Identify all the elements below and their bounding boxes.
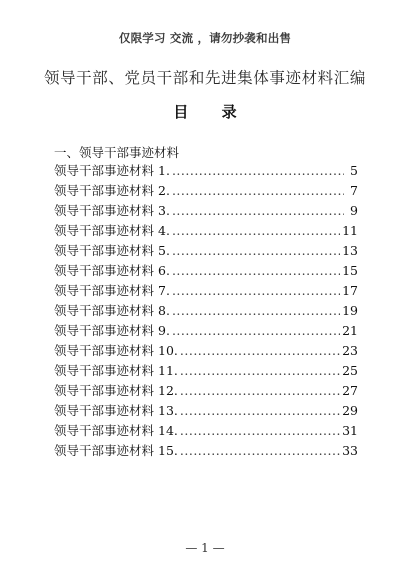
toc-dot-leader	[172, 323, 340, 338]
toc-dot-leader	[172, 203, 344, 218]
toc-entry-page: 11	[342, 223, 358, 238]
toc-entry-number: 6.	[158, 263, 170, 278]
toc-entry-label: 领导干部事迹材料	[54, 263, 155, 278]
toc-entry-label: 领导干部事迹材料	[54, 303, 155, 318]
toc-dot-leader	[172, 183, 344, 198]
toc-entry-number: 11.	[158, 363, 178, 378]
table-of-contents	[54, 161, 358, 461]
toc-entry-number: 14.	[158, 423, 178, 438]
toc-entry-page: 21	[342, 323, 358, 338]
toc-entry-number: 7.	[158, 283, 170, 298]
toc-dot-leader	[180, 423, 340, 438]
toc-dot-leader	[180, 363, 340, 378]
toc-entry[interactable]	[54, 221, 358, 241]
toc-entry-page: 9	[350, 203, 358, 218]
toc-entry-label: 领导干部事迹材料	[54, 363, 155, 378]
toc-entry-label: 领导干部事迹材料	[54, 443, 155, 458]
toc-heading: 目 录	[173, 103, 251, 121]
toc-entry[interactable]	[54, 201, 358, 221]
toc-entry-label: 领导干部事迹材料	[54, 243, 155, 258]
toc-entry[interactable]	[54, 401, 358, 421]
toc-entry-label: 领导干部事迹材料	[54, 323, 155, 338]
toc-entry-number: 2.	[158, 183, 170, 198]
toc-entry[interactable]	[54, 421, 358, 441]
toc-entry-label: 领导干部事迹材料	[54, 383, 155, 398]
toc-entry-page: 29	[342, 403, 358, 418]
toc-entry-page: 19	[342, 303, 358, 318]
document-title: 领导干部、党员干部和先进集体事迹材料汇编	[43, 69, 366, 87]
toc-entry[interactable]	[54, 241, 358, 261]
toc-entry[interactable]	[54, 181, 358, 201]
toc-entry-number: 3.	[158, 203, 170, 218]
toc-entry[interactable]	[54, 361, 358, 381]
toc-dot-leader	[172, 243, 340, 258]
toc-entry-label: 领导干部事迹材料	[54, 223, 155, 238]
toc-dot-leader	[180, 343, 340, 358]
toc-entry-number: 9.	[158, 323, 170, 338]
toc-entry[interactable]	[54, 301, 358, 321]
toc-entry-page: 17	[342, 283, 358, 298]
toc-entry-number: 15.	[158, 443, 178, 458]
toc-dot-leader	[172, 303, 340, 318]
toc-dot-leader	[172, 163, 344, 178]
toc-entry-number: 4.	[158, 223, 170, 238]
toc-entry-label: 领导干部事迹材料	[54, 183, 155, 198]
toc-entry[interactable]	[54, 321, 358, 341]
toc-entry-number: 13.	[158, 403, 178, 418]
toc-entry-number: 1.	[158, 163, 170, 178]
toc-entry-page: 31	[342, 423, 358, 438]
toc-dot-leader	[180, 383, 340, 398]
toc-entry[interactable]	[54, 281, 358, 301]
toc-entry-page: 27	[342, 383, 358, 398]
toc-entry-label: 领导干部事迹材料	[54, 163, 155, 178]
toc-entry[interactable]	[54, 261, 358, 281]
toc-entry[interactable]	[54, 161, 358, 181]
toc-entry-page: 13	[342, 243, 358, 258]
toc-entry-page: 5	[350, 163, 358, 178]
watermark-notice: 仅限学习 交流 ，请勿抄袭和出售	[118, 31, 292, 45]
toc-entry-page: 23	[342, 343, 358, 358]
section-heading: 一、领导干部事迹材料	[54, 145, 180, 160]
toc-entry[interactable]	[54, 441, 358, 461]
toc-entry-page: 25	[342, 363, 358, 378]
toc-entry[interactable]	[54, 381, 358, 401]
toc-entry-page: 15	[342, 263, 358, 278]
toc-dot-leader	[172, 223, 340, 238]
toc-entry-number: 5.	[158, 243, 170, 258]
toc-entry-label: 领导干部事迹材料	[54, 343, 155, 358]
toc-entry-label: 领导干部事迹材料	[54, 203, 155, 218]
toc-entry-page: 7	[350, 183, 358, 198]
toc-entry-label: 领导干部事迹材料	[54, 403, 155, 418]
toc-entry-label: 领导干部事迹材料	[54, 423, 155, 438]
page-number: — 1 —	[185, 541, 225, 555]
toc-entry[interactable]	[54, 341, 358, 361]
toc-dot-leader	[180, 443, 340, 458]
toc-dot-leader	[180, 403, 340, 418]
toc-entry-number: 8.	[158, 303, 170, 318]
toc-entry-label: 领导干部事迹材料	[54, 283, 155, 298]
toc-entry-number: 12.	[158, 383, 178, 398]
toc-entry-page: 33	[342, 443, 358, 458]
toc-dot-leader	[172, 283, 340, 298]
toc-dot-leader	[172, 263, 340, 278]
toc-entry-number: 10.	[158, 343, 178, 358]
